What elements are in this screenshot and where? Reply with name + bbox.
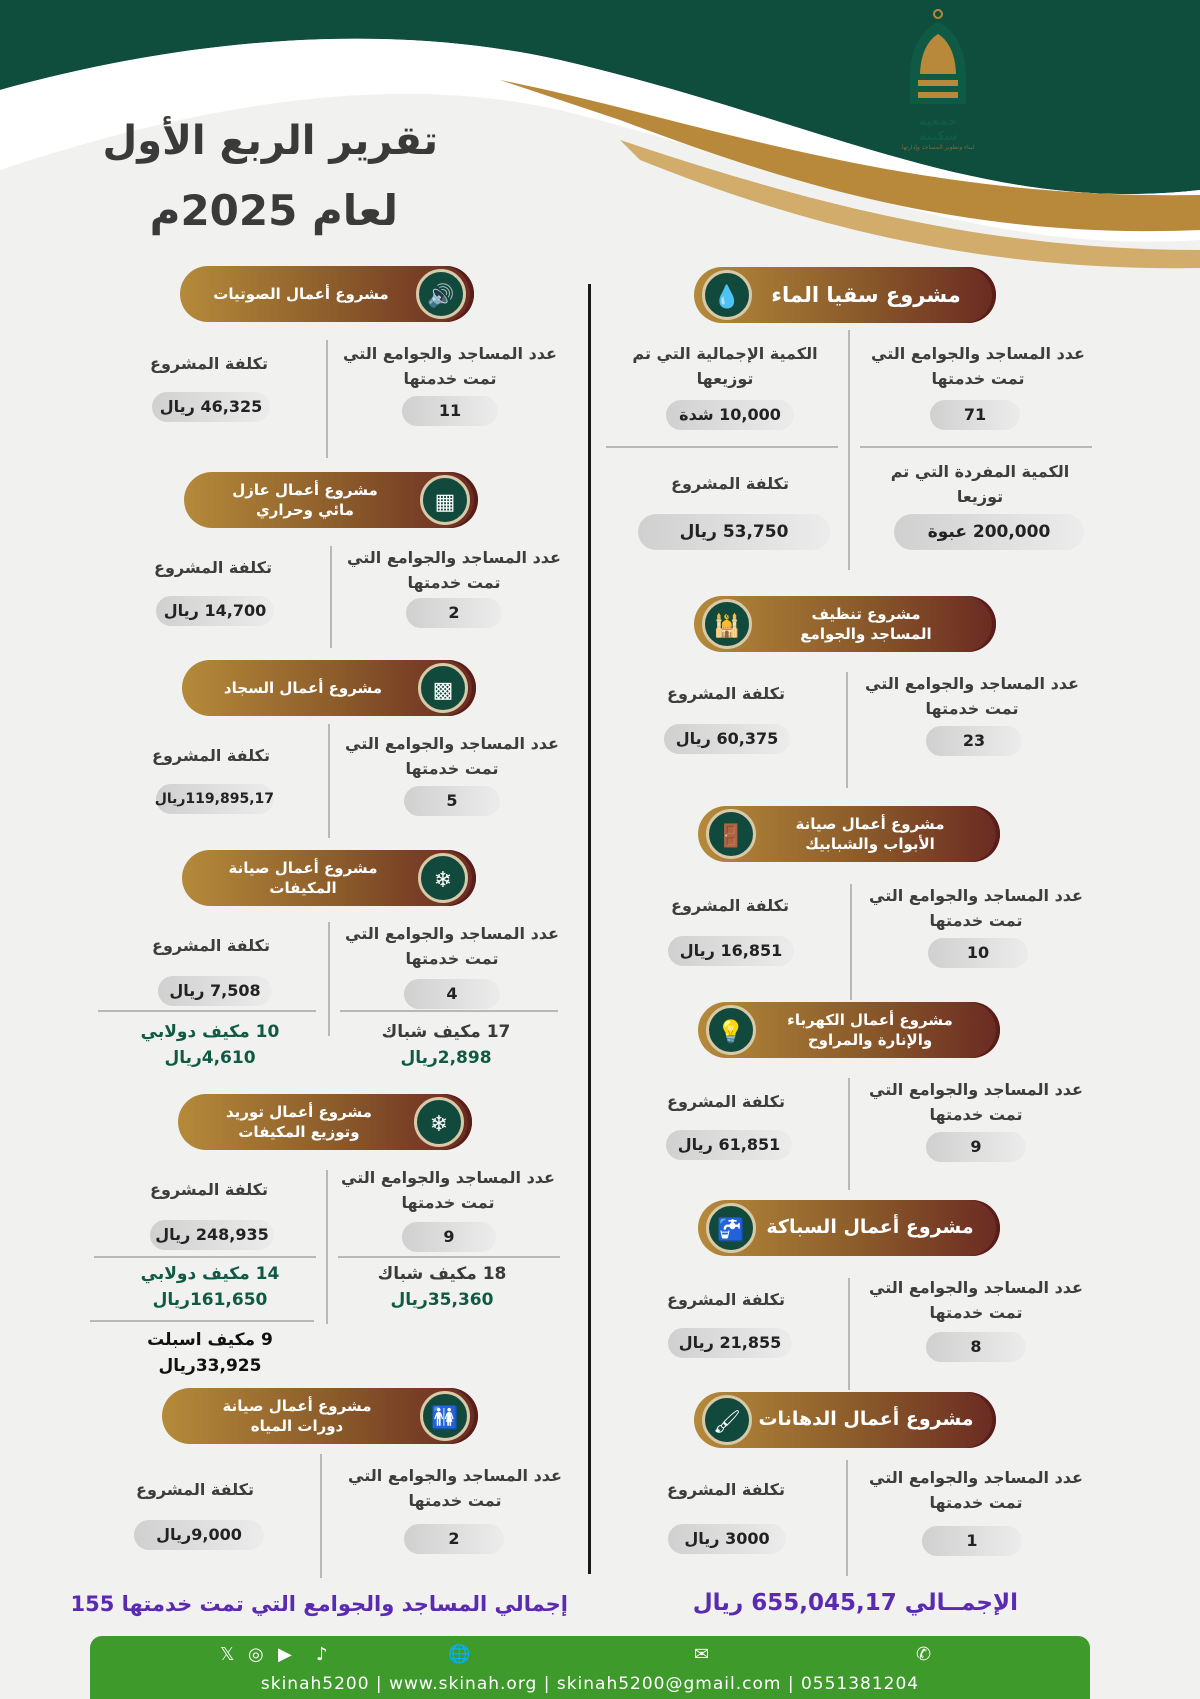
project-ac-maintenance-header bbox=[182, 850, 476, 906]
ac-window-units: 17 مكيف شباك 2,898ريال bbox=[381, 1022, 511, 1068]
cost-value: 3000 ريال bbox=[668, 1524, 786, 1554]
cost-value: 16,851 ريال bbox=[668, 936, 794, 966]
project-electric-header bbox=[698, 1002, 1000, 1058]
count-value: 9 bbox=[402, 1222, 496, 1252]
cost-label: تكلفة المشروع bbox=[150, 354, 268, 373]
faucet-icon: 🚰 bbox=[706, 1203, 756, 1253]
count-value: 71 bbox=[930, 400, 1020, 430]
separator bbox=[860, 446, 1092, 448]
contact-line[interactable]: skinah5200 | www.skinah.org | skinah5200@gmail.com | 0551381204 bbox=[260, 1674, 920, 1694]
instagram-icon[interactable]: ◎ bbox=[248, 1644, 264, 1665]
separator bbox=[326, 1170, 328, 1324]
project-title: مشروع أعمال الكهرباء والإنارة والمراوح bbox=[787, 1010, 953, 1049]
globe-icon[interactable]: 🌐 bbox=[448, 1644, 471, 1665]
cost-label: تكلفة المشروع bbox=[667, 1290, 785, 1309]
separator bbox=[94, 1256, 316, 1258]
cost-label: تكلفة المشروع bbox=[667, 1092, 785, 1111]
email-icon[interactable]: ✉ bbox=[694, 1644, 710, 1665]
cost-value: 46,325 ريال bbox=[152, 392, 270, 422]
cost-value: 61,851 ريال bbox=[666, 1130, 792, 1160]
ac-supply-window-units: 18 مكيف شباك 35,360ريال bbox=[377, 1264, 507, 1310]
count-label: عدد المساجد والجوامع التي تمت خدمتها bbox=[348, 1466, 562, 1510]
ac-supply-cabinet-units: 14 مكيف دولابي 161,650ريال bbox=[140, 1264, 280, 1310]
count-label: عدد المساجد والجوامع التي تمت خدمتها bbox=[871, 344, 1085, 388]
cost-label: تكلفة المشروع bbox=[136, 1480, 254, 1499]
column-divider bbox=[588, 284, 591, 1574]
project-title: مشروع سقيا الماء bbox=[771, 282, 961, 307]
door-icon: 🚪 bbox=[706, 809, 756, 859]
cost-value: 53,750 ريال bbox=[638, 514, 830, 550]
air-conditioner-icon: ❄ bbox=[418, 853, 468, 903]
x-twitter-icon[interactable]: 𝕏 bbox=[220, 1644, 235, 1665]
project-toilets-header bbox=[162, 1388, 478, 1444]
insulation-icon: ▦ bbox=[420, 475, 470, 525]
count-value: 9 bbox=[926, 1132, 1026, 1162]
separator bbox=[328, 922, 330, 1036]
mosques-total: إجمالي المساجد والجوامع التي تمت خدمتها 155 bbox=[70, 1592, 568, 1616]
logo-tagline: لبناء وتطوير المساجد وإدارتها bbox=[901, 144, 975, 151]
cost-value: 9,000ريال bbox=[134, 1520, 264, 1550]
separator bbox=[848, 330, 850, 570]
project-insulation-header bbox=[184, 472, 478, 528]
project-plumbing-header bbox=[698, 1200, 1000, 1256]
grand-total: الإجمــالي 655,045,17 ريال bbox=[692, 1590, 1018, 1616]
cost-value: 21,855 ريال bbox=[668, 1328, 792, 1358]
cost-value: 7,508 ريال bbox=[158, 976, 272, 1006]
cost-value: 119,895,17ريال bbox=[156, 784, 274, 814]
unit-qty-value: 200,000 عبوة bbox=[894, 514, 1084, 550]
paint-roller-icon: 🖌 bbox=[702, 1395, 752, 1445]
count-label: عدد المساجد والجوامع التي تمت خدمتها bbox=[347, 548, 561, 592]
separator bbox=[340, 1010, 558, 1012]
project-title: مشروع أعمال الصوتيات bbox=[213, 284, 389, 303]
separator bbox=[98, 1010, 316, 1012]
project-title: مشروع أعمال صيانة الأبواب والشبابيك bbox=[795, 814, 945, 853]
association-logo bbox=[898, 6, 978, 151]
count-value: 2 bbox=[406, 598, 502, 628]
cost-label: تكلفة المشروع bbox=[154, 558, 272, 577]
project-carpets-header bbox=[182, 660, 476, 716]
tiktok-icon[interactable]: ♪ bbox=[316, 1644, 328, 1665]
count-label: عدد المساجد والجوامع التي تمت خدمتها bbox=[869, 1278, 1083, 1322]
project-cleaning-header bbox=[694, 596, 996, 652]
project-water-header bbox=[694, 267, 996, 323]
cost-label: تكلفة المشروع bbox=[152, 936, 270, 955]
count-label: عدد المساجد والجوامع التي تمت خدمتها bbox=[869, 1080, 1083, 1124]
separator bbox=[846, 1460, 848, 1576]
youtube-icon[interactable]: ▶ bbox=[278, 1644, 292, 1665]
count-value: 4 bbox=[404, 979, 500, 1009]
cost-label: تكلفة المشروع bbox=[667, 684, 785, 703]
count-value: 2 bbox=[404, 1524, 504, 1554]
cost-label: تكلفة المشروع bbox=[150, 1180, 268, 1199]
project-title: مشروع أعمال توريد وتوزيع المكيفات bbox=[226, 1102, 372, 1141]
total-qty-value: 10,000 شدة bbox=[666, 400, 794, 430]
whatsapp-icon[interactable]: ✆ bbox=[916, 1644, 932, 1665]
project-title: مشروع تنظيف المساجد والجوامع bbox=[800, 604, 932, 643]
count-label: عدد المساجد والجوامع التي تمت خدمتها bbox=[345, 734, 559, 778]
mosque-icon: 🕌 bbox=[702, 599, 752, 649]
report-year: لعام 2025م bbox=[149, 186, 398, 235]
separator bbox=[328, 724, 330, 838]
contact-footer bbox=[90, 1636, 1090, 1699]
cost-label: تكلفة المشروع bbox=[671, 896, 789, 915]
cost-label: تكلفة المشروع bbox=[667, 1480, 785, 1499]
air-conditioner-icon: ❄ bbox=[414, 1097, 464, 1147]
report-title: تقرير الربع الأول bbox=[102, 118, 438, 164]
project-painting-header bbox=[694, 1392, 996, 1448]
lightbulb-icon: 💡 bbox=[706, 1005, 756, 1055]
separator bbox=[846, 672, 848, 788]
separator bbox=[338, 1256, 560, 1258]
cost-value: 14,700 ريال bbox=[156, 596, 274, 626]
separator bbox=[848, 1078, 850, 1190]
project-title: مشروع أعمال السجاد bbox=[223, 678, 383, 697]
count-label: عدد المساجد والجوامع التي تمت خدمتها bbox=[869, 886, 1083, 930]
separator bbox=[606, 446, 838, 448]
count-value: 10 bbox=[928, 938, 1028, 968]
project-title: مشروع أعمال صيانة دورات المياه bbox=[222, 1396, 372, 1435]
separator bbox=[326, 340, 328, 458]
project-title: مشروع أعمال السباكة bbox=[766, 1216, 974, 1239]
logo-name: جمعية سكينة bbox=[918, 114, 958, 144]
separator bbox=[330, 546, 332, 648]
project-ac-supply-header bbox=[178, 1094, 472, 1150]
carpet-icon: ▩ bbox=[418, 663, 468, 713]
count-label: عدد المساجد والجوامع التي تمت خدمتها bbox=[343, 344, 557, 388]
cost-value: 248,935 ريال bbox=[150, 1220, 274, 1250]
project-doors-header bbox=[698, 806, 1000, 862]
count-value: 8 bbox=[926, 1332, 1026, 1362]
count-label: عدد المساجد والجوامع التي تمت خدمتها bbox=[869, 1468, 1083, 1512]
separator bbox=[848, 1278, 850, 1390]
ac-cabinet-units: 10 مكيف دولابي 4,610ريال bbox=[140, 1022, 280, 1068]
count-label: عدد المساجد والجوامع التي تمت خدمتها bbox=[345, 924, 559, 968]
cost-value: 60,375 ريال bbox=[664, 724, 790, 754]
project-audio-header bbox=[180, 266, 474, 322]
project-title: مشروع أعمال عازل مائي وحراري bbox=[232, 480, 378, 519]
unit-qty-label: الكمية المفردة التي تم توزيعا bbox=[890, 462, 1070, 506]
count-label: عدد المساجد والجوامع التي تمت خدمتها bbox=[865, 674, 1079, 718]
count-value: 11 bbox=[402, 396, 498, 426]
water-drop-icon: 💧 bbox=[702, 270, 752, 320]
cost-label: تكلفة المشروع bbox=[152, 746, 270, 765]
project-title: مشروع أعمال صيانة المكيفات bbox=[228, 858, 378, 897]
project-title: مشروع أعمال الدهانات bbox=[758, 1408, 974, 1431]
count-value: 1 bbox=[922, 1526, 1022, 1556]
count-value: 23 bbox=[926, 726, 1022, 756]
separator bbox=[850, 884, 852, 1000]
total-qty-label: الكمية الإجمالية التي تم توزيعها bbox=[632, 344, 818, 388]
restroom-icon: 🚻 bbox=[420, 1391, 470, 1441]
count-label: عدد المساجد والجوامع التي تمت خدمتها bbox=[341, 1168, 555, 1212]
separator bbox=[90, 1320, 314, 1322]
speaker-icon: 🔊 bbox=[416, 269, 466, 319]
mosque-dome-logo-icon bbox=[898, 6, 978, 116]
ac-supply-split-units: 9 مكيف اسبلت 33,925ريال bbox=[147, 1330, 273, 1376]
cost-label: تكلفة المشروع bbox=[671, 474, 789, 493]
count-value: 5 bbox=[404, 786, 500, 816]
separator bbox=[320, 1454, 322, 1578]
